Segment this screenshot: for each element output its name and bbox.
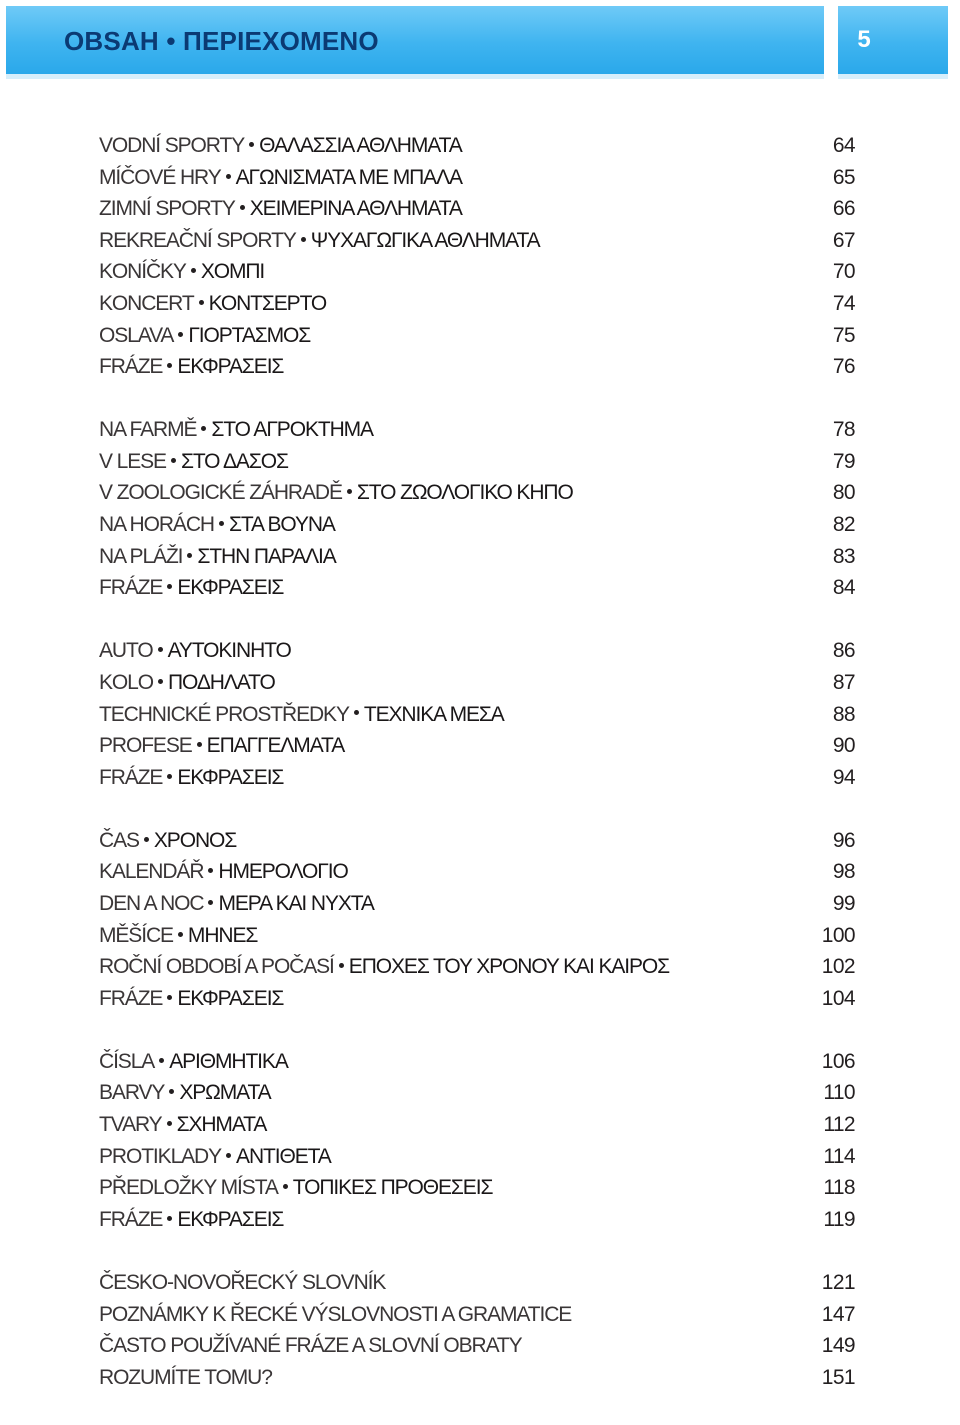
czech-title: POZNÁMKY K ŘECKÉ VÝSLOVNOSTI A GRAMATICE xyxy=(99,1302,572,1326)
bullet-separator-icon xyxy=(171,458,176,463)
greek-title: ΕΚΦΡΑΣΕΙΣ xyxy=(177,765,284,789)
greek-title: ΣΧΗΜΑΤΑ xyxy=(176,1113,267,1137)
bullet-separator-icon xyxy=(159,1058,164,1063)
greek-title: ΕΚΦΡΑΣΕΙΣ xyxy=(177,355,284,379)
toc-entry-title xyxy=(99,225,540,257)
bullet-separator-icon xyxy=(197,742,202,747)
greek-title: ΣΤΟ ΔΑΣΟΣ xyxy=(180,449,288,473)
toc-entry[interactable] xyxy=(99,920,855,952)
toc-page-number: 121 xyxy=(821,1270,855,1294)
czech-title: V ZOOLOGICKÉ ZÁHRADĚ xyxy=(99,481,342,505)
toc-entry[interactable] xyxy=(99,541,855,573)
toc-entry-title xyxy=(99,983,283,1015)
toc-entry[interactable] xyxy=(99,320,855,352)
toc-entry[interactable] xyxy=(99,1299,855,1331)
toc-page-number: 149 xyxy=(821,1334,855,1358)
czech-title: PROFESE xyxy=(99,734,192,758)
czech-title: DEN A NOC xyxy=(99,891,204,915)
toc-page-number: 76 xyxy=(832,355,855,379)
toc-page-number: 102 xyxy=(821,955,855,979)
toc-entry-title xyxy=(99,1267,385,1299)
toc-entry[interactable] xyxy=(99,572,855,604)
toc-entry-title xyxy=(99,888,374,920)
toc-page-number: 86 xyxy=(832,639,855,663)
toc-group xyxy=(99,825,855,1015)
toc-entry-title xyxy=(99,1299,571,1331)
toc-group xyxy=(99,414,855,604)
toc-page-number: 106 xyxy=(821,1049,855,1073)
czech-title: TVARY xyxy=(99,1113,162,1137)
greek-title: ΤΕΧΝΙΚΑ ΜΕΣΑ xyxy=(363,702,504,726)
bullet-separator-icon xyxy=(158,647,163,652)
czech-title: FRÁZE xyxy=(99,765,163,789)
czech-title: NA PLÁŽI xyxy=(99,544,183,568)
toc-page-number: 112 xyxy=(823,1113,855,1137)
toc-entry-title xyxy=(99,193,462,225)
greek-title: ΣΤΟ ΑΓΡΟΚΤΗΜΑ xyxy=(211,418,373,442)
toc-page-number: 118 xyxy=(823,1176,855,1200)
greek-title: ΑΝΤΙΘΕΤΑ xyxy=(236,1144,331,1168)
toc-entry[interactable] xyxy=(99,730,855,762)
bullet-separator-icon xyxy=(240,205,245,210)
toc-page-number: 119 xyxy=(823,1207,855,1231)
header-title-bar xyxy=(6,6,824,74)
toc-entry[interactable] xyxy=(99,225,855,257)
czech-title: TECHNICKÉ PROSTŘEDKY xyxy=(99,702,349,726)
czech-title: ZIMNÍ SPORTY xyxy=(99,197,235,221)
toc-entry-title xyxy=(99,256,264,288)
czech-title: PŘEDLOŽKY MÍSTA xyxy=(99,1176,278,1200)
greek-title: ΑΥΤΟΚΙΝΗΤΟ xyxy=(167,639,291,663)
greek-title: ΕΚΦΡΑΣΕΙΣ xyxy=(177,576,284,600)
bullet-separator-icon xyxy=(191,268,196,273)
toc-entry-title xyxy=(99,1141,331,1173)
czech-title: OSLAVA xyxy=(99,323,174,347)
toc-page-number: 66 xyxy=(832,197,855,221)
toc-page-number: 100 xyxy=(821,923,855,947)
toc-page-number: 75 xyxy=(832,323,855,347)
toc-entry-title xyxy=(99,477,573,509)
toc-page-number: 88 xyxy=(832,702,855,726)
toc-entry-title xyxy=(99,762,283,794)
toc-entry[interactable] xyxy=(99,667,855,699)
toc-page-number: 114 xyxy=(823,1144,855,1168)
toc-entry-title xyxy=(99,288,326,320)
bullet-separator-icon xyxy=(208,900,213,905)
toc-entry[interactable] xyxy=(99,1109,855,1141)
toc-page-number: 99 xyxy=(832,891,855,915)
bullet-separator-icon xyxy=(144,837,149,842)
bullet-separator-icon xyxy=(178,332,183,337)
czech-title: AUTO xyxy=(99,639,153,663)
toc-entry[interactable] xyxy=(99,699,855,731)
bullet-separator-icon xyxy=(226,174,231,179)
greek-title: ΑΡΙΘΜΗΤΙΚΑ xyxy=(169,1049,288,1073)
toc-entry-title xyxy=(99,920,257,952)
greek-title: ΑΓΩΝΙΣΜΑΤΑ ΜΕ ΜΠΑΛΑ xyxy=(235,165,462,189)
greek-title: ΧΡΩΜΑΤΑ xyxy=(179,1081,271,1105)
czech-title: ČAS xyxy=(99,828,139,852)
toc-page-number: 74 xyxy=(832,291,855,315)
greek-title: ΚΟΝΤΣΕΡΤΟ xyxy=(208,291,327,315)
toc-entry[interactable] xyxy=(99,351,855,383)
toc-page-number: 94 xyxy=(832,765,855,789)
page-number: 5 xyxy=(857,26,871,53)
bullet-separator-icon xyxy=(339,963,344,968)
toc-entry[interactable] xyxy=(99,951,855,983)
toc-entry-title xyxy=(99,414,373,446)
toc-entry[interactable] xyxy=(99,888,855,920)
greek-title: ΠΟΔΗΛΑΤΟ xyxy=(167,670,275,694)
czech-title: ČESKO-NOVOŘECKÝ SLOVNÍK xyxy=(99,1270,386,1294)
toc-page-number: 84 xyxy=(832,576,855,600)
czech-title: BARVY xyxy=(99,1081,165,1105)
toc-entry[interactable] xyxy=(99,1077,855,1109)
czech-title: ČÍSLA xyxy=(99,1049,155,1073)
toc-entry-title xyxy=(99,351,283,383)
greek-title: ΣΤΗΝ ΠΑΡΑΛΙΑ xyxy=(197,544,336,568)
toc-entry[interactable] xyxy=(99,1267,855,1299)
toc-entry-title xyxy=(99,825,236,857)
toc-entry[interactable] xyxy=(99,509,855,541)
toc-group xyxy=(99,1267,855,1393)
czech-title: FRÁZE xyxy=(99,355,163,379)
bullet-separator-icon xyxy=(283,1184,288,1189)
toc-group xyxy=(99,130,855,383)
toc-page-number: 151 xyxy=(821,1365,855,1389)
bullet-separator-icon xyxy=(301,237,306,242)
greek-title: ΧΡΟΝΟΣ xyxy=(153,828,237,852)
bullet-separator-icon xyxy=(347,489,352,494)
toc-entry[interactable] xyxy=(99,1330,855,1362)
toc-entry-title xyxy=(99,1362,272,1394)
toc-entry[interactable] xyxy=(99,1172,855,1204)
header-page-number-box xyxy=(838,6,948,74)
czech-title: MĚŠÍCE xyxy=(99,923,173,947)
czech-title: ČASTO POUŽÍVANÉ FRÁZE A SLOVNÍ OBRATY xyxy=(99,1334,522,1358)
bullet-separator-icon xyxy=(249,142,254,147)
toc-entry-title xyxy=(99,856,348,888)
toc-entry-title xyxy=(99,951,669,983)
toc-page-number: 82 xyxy=(832,513,855,537)
greek-title: ΓΙΟΡΤΑΣΜΟΣ xyxy=(188,323,311,347)
toc-page-number: 80 xyxy=(832,481,855,505)
toc-entry-title xyxy=(99,446,288,478)
czech-title: FRÁZE xyxy=(99,986,163,1010)
toc-entry-title xyxy=(99,1172,492,1204)
toc-page-number: 104 xyxy=(821,986,855,1010)
toc-entry-title xyxy=(99,509,335,541)
bullet-separator-icon xyxy=(169,1089,174,1094)
toc-entry[interactable] xyxy=(99,477,855,509)
czech-title: KONCERT xyxy=(99,291,194,315)
toc-entry-title xyxy=(99,1077,271,1109)
bullet-separator-icon xyxy=(167,995,172,1000)
bullet-separator-icon xyxy=(167,1216,172,1221)
toc-page-number: 83 xyxy=(832,544,855,568)
toc-entry-title xyxy=(99,1204,283,1236)
bullet-separator-icon xyxy=(226,1153,231,1158)
bullet-separator-icon xyxy=(158,679,163,684)
toc-entry-title xyxy=(99,1046,288,1078)
toc-entry[interactable] xyxy=(99,414,855,446)
toc-entry-title xyxy=(99,541,336,573)
toc-page-number: 110 xyxy=(823,1081,855,1105)
toc-entry[interactable] xyxy=(99,762,855,794)
greek-title: ΕΠΑΓΓΕΛΜΑΤΑ xyxy=(206,734,345,758)
greek-title: ΧΕΙΜΕΡΙΝΑ ΑΘΛΗΜΑΤΑ xyxy=(249,197,462,221)
greek-title: ΕΚΦΡΑΣΕΙΣ xyxy=(177,986,284,1010)
czech-title: FRÁZE xyxy=(99,1207,163,1231)
toc-group xyxy=(99,635,855,793)
greek-title: ΣΤΑ ΒΟΥΝΑ xyxy=(228,513,335,537)
czech-title: FRÁZE xyxy=(99,576,163,600)
greek-title: ΣΤΟ ΖΩΟΛΟΓΙΚΟ ΚΗΠΟ xyxy=(356,481,573,505)
toc-entry-title xyxy=(99,667,275,699)
czech-title: ROČNÍ OBDOBÍ A POČASÍ xyxy=(99,955,334,979)
czech-title: NA HORÁCH xyxy=(99,513,214,537)
toc-entry-title xyxy=(99,320,310,352)
toc-page-number: 98 xyxy=(832,860,855,884)
greek-title: ΨΥΧΑΓΩΓΙΚΑ ΑΘΛΗΜΑΤΑ xyxy=(310,228,540,252)
toc-page-number: 147 xyxy=(821,1302,855,1326)
toc-entry[interactable] xyxy=(99,446,855,478)
greek-title: ΕΚΦΡΑΣΕΙΣ xyxy=(177,1207,284,1231)
greek-title: ΕΠΟΧΕΣ ΤΟΥ ΧΡΟΝΟΥ ΚΑΙ ΚΑΙΡΟΣ xyxy=(348,955,670,979)
toc-entry-title xyxy=(99,635,291,667)
toc-entry-title xyxy=(99,1330,522,1362)
toc-page-number: 70 xyxy=(832,260,855,284)
bullet-separator-icon xyxy=(167,584,172,589)
toc-entry-title xyxy=(99,162,462,194)
czech-title: MÍČOVÉ HRY xyxy=(99,165,221,189)
bullet-separator-icon xyxy=(201,426,206,431)
czech-title: KALENDÁŘ xyxy=(99,860,204,884)
toc-page-number: 67 xyxy=(832,228,855,252)
toc-entry[interactable] xyxy=(99,193,855,225)
bullet-separator-icon xyxy=(178,932,183,937)
table-of-contents xyxy=(99,130,855,1425)
bullet-separator-icon xyxy=(219,521,224,526)
toc-entry[interactable] xyxy=(99,256,855,288)
toc-entry[interactable] xyxy=(99,856,855,888)
czech-title: V LESE xyxy=(99,449,166,473)
bullet-separator-icon xyxy=(199,300,204,305)
czech-title: VODNÍ SPORTY xyxy=(99,134,245,157)
toc-entry[interactable] xyxy=(99,1204,855,1236)
toc-entry-title xyxy=(99,1109,266,1141)
toc-entry[interactable] xyxy=(99,1141,855,1173)
toc-entry-title xyxy=(99,130,462,162)
czech-title: PROTIKLADY xyxy=(99,1144,222,1168)
czech-title: NA FARMĚ xyxy=(99,418,197,442)
toc-entry[interactable] xyxy=(99,983,855,1015)
page-title: OBSAH • ΠΕΡΙΕΧΟΜΕΝΟ xyxy=(64,26,379,56)
czech-title: KONÍČKY xyxy=(99,260,186,284)
bullet-separator-icon xyxy=(167,774,172,779)
greek-title: ΤΟΠΙΚΕΣ ΠΡΟΘΕΣΕΙΣ xyxy=(292,1176,493,1200)
toc-entry[interactable] xyxy=(99,825,855,857)
toc-page-number: 90 xyxy=(832,734,855,758)
greek-title: ΘΑΛΑΣΣΙΑ ΑΘΛΗΜΑΤΑ xyxy=(259,134,462,157)
toc-entry[interactable] xyxy=(99,162,855,194)
toc-entry-title xyxy=(99,699,504,731)
toc-page-number: 96 xyxy=(832,828,855,852)
toc-entry[interactable] xyxy=(99,1046,855,1078)
czech-title: KOLO xyxy=(99,670,153,694)
toc-entry[interactable] xyxy=(99,635,855,667)
greek-title: ΧΟΜΠΙ xyxy=(200,260,265,284)
bullet-separator-icon xyxy=(208,868,213,873)
toc-page-number: 79 xyxy=(832,449,855,473)
bullet-separator-icon xyxy=(167,363,172,368)
toc-page-number: 78 xyxy=(832,418,855,442)
greek-title: ΜΗΝΕΣ xyxy=(187,923,258,947)
greek-title: ΜΕΡΑ ΚΑΙ ΝΥΧΤΑ xyxy=(218,891,374,915)
toc-page-number: 65 xyxy=(832,165,855,189)
toc-page-number: 64 xyxy=(832,134,855,157)
czech-title: ROZUMÍTE TOMU? xyxy=(99,1365,272,1389)
bullet-separator-icon xyxy=(187,553,192,558)
greek-title: ΗΜΕΡΟΛΟΓΙΟ xyxy=(218,860,348,884)
toc-page-number: 87 xyxy=(832,670,855,694)
page-header xyxy=(0,0,960,86)
toc-entry-title xyxy=(99,730,344,762)
toc-entry[interactable] xyxy=(99,130,855,162)
toc-entry[interactable] xyxy=(99,288,855,320)
czech-title: REKREAČNÍ SPORTY xyxy=(99,228,296,252)
toc-entry[interactable] xyxy=(99,1362,855,1394)
bullet-separator-icon xyxy=(167,1121,172,1126)
toc-entry-title xyxy=(99,572,283,604)
toc-group xyxy=(99,1046,855,1236)
bullet-separator-icon xyxy=(354,710,359,715)
